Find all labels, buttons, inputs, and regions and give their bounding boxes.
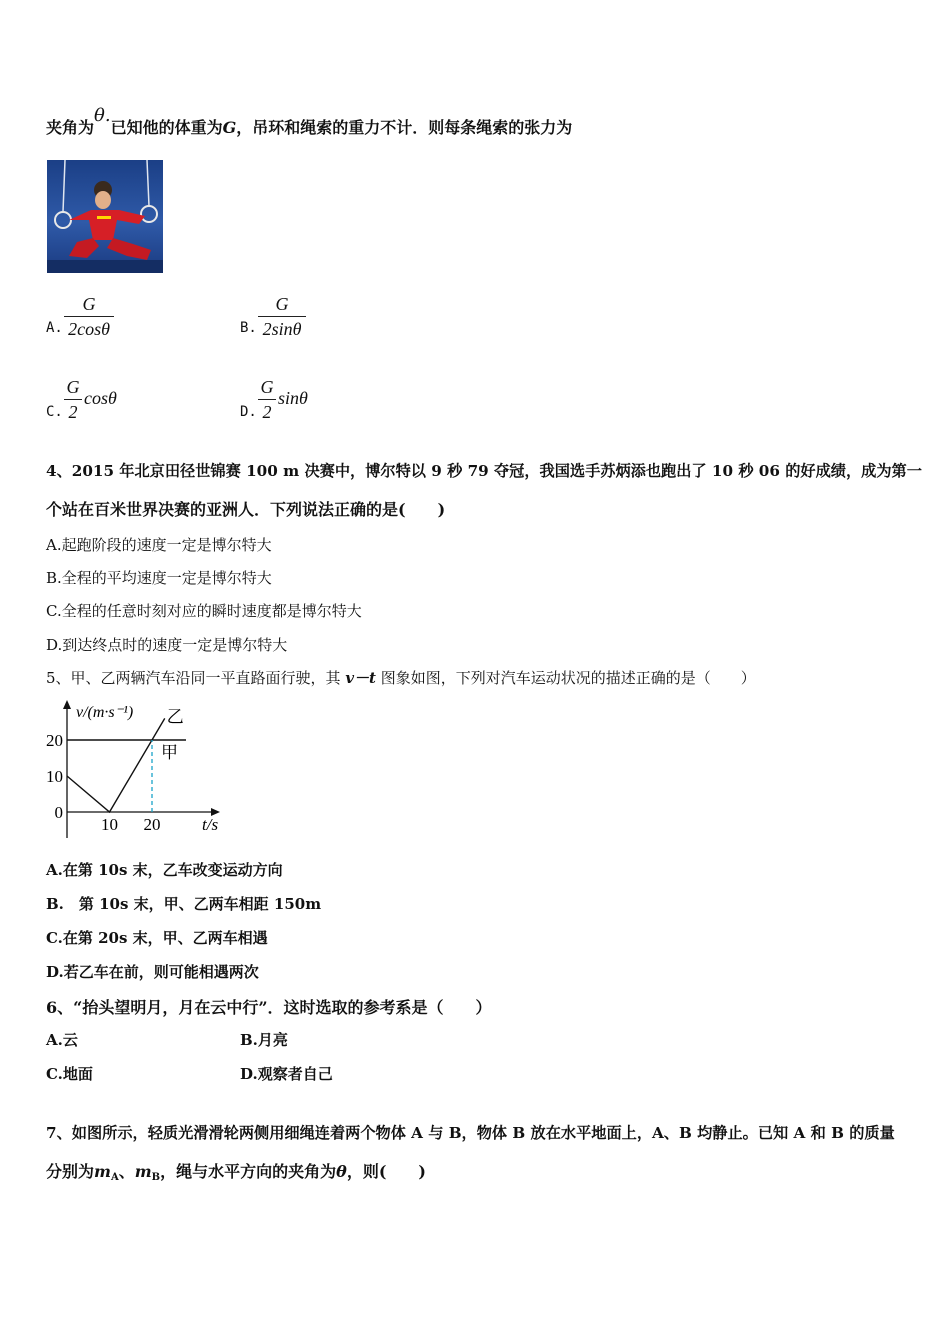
- q6-stem: 6、“抬头望明月，月在云中行”．这时选取的参考系是（ ）: [46, 998, 492, 1017]
- q5-vt-variable: v－t: [345, 669, 376, 687]
- q4-option-b[interactable]: B.全程的平均速度一定是博尔特大: [46, 569, 272, 587]
- q7-separator: 、: [118, 1162, 135, 1181]
- gymnast-rings-photo: [47, 160, 163, 273]
- series-label-jia: 甲: [161, 743, 178, 762]
- mass-b-symbol: m: [134, 1162, 152, 1181]
- fraction-bar: [258, 399, 276, 400]
- q7-line2-suffix: ，绳与水平方向的夹角为: [160, 1162, 337, 1181]
- q4-stem-line-2: 个站在百米世界决赛的亚洲人．下列说法正确的是( ): [46, 500, 446, 519]
- q4-option-d[interactable]: D.到达终点时的速度一定是博尔特大: [46, 636, 288, 654]
- q6-option-c[interactable]: C.地面: [46, 1065, 93, 1083]
- q3-a-numerator: G: [82, 294, 96, 314]
- fraction-bar: [64, 316, 114, 317]
- q3-intro-rest: ，吊环和绳索的重力不计．则每条绳索的张力为: [236, 118, 573, 137]
- q3-option-c-fraction: [64, 377, 82, 422]
- x-axis-label: t/s: [202, 815, 219, 834]
- q5-stem-prefix: 5、甲、乙两辆汽车沿同一平直路面行驶，其: [46, 669, 341, 687]
- theta-symbol: θ: [336, 1162, 347, 1181]
- q7-line2-end: ，则( ): [346, 1162, 426, 1181]
- q3-d-trig: sinθ: [278, 388, 308, 408]
- series-label-yi: 乙: [166, 707, 184, 727]
- q3-c-trig: cosθ: [84, 388, 117, 408]
- q3-b-denominator: 2sinθ: [262, 319, 302, 339]
- q5-stem: [46, 667, 756, 688]
- q7-stem-line-1: 7、如图所示，轻质光滑滑轮两侧用细绳连着两个物体 A 与 B，物体 B 放在水平地面上，A、B 均静止。已知 A 和 B 的质量: [46, 1124, 895, 1142]
- y-tick-label: 0: [54, 803, 63, 822]
- y-axis-arrow: [63, 700, 71, 709]
- x-tick-label: 10: [101, 815, 118, 834]
- q3-intro-text: 已知他的体重为: [110, 118, 223, 137]
- q3-option-b-label[interactable]: B.: [240, 320, 257, 336]
- q6-option-a[interactable]: A.云: [46, 1031, 78, 1049]
- fraction-bar: [258, 316, 306, 317]
- series-line-2: [67, 718, 165, 812]
- mass-a-symbol: m: [94, 1162, 111, 1181]
- q6-option-d[interactable]: D.观察者自己: [240, 1065, 333, 1083]
- q3-option-d-label[interactable]: D.: [240, 404, 257, 420]
- theta-symbol: θ.: [94, 105, 111, 126]
- mass-a-subscript: A: [110, 1172, 119, 1183]
- q7-line2-prefix: 分别为: [46, 1162, 95, 1181]
- gymnast-illustration: [47, 160, 163, 273]
- q3-option-c-label[interactable]: C.: [46, 404, 63, 420]
- q3-a-denominator: 2cosθ: [68, 319, 110, 339]
- q3-option-d-fraction: [258, 377, 276, 422]
- g-variable: G: [222, 118, 237, 137]
- q4-stem-line-1: 4、2015 年北京田径世锦赛 100 m 决赛中，博尔特以 9 秒 79 夺冠，我国选手苏炳添也跑出了 10 秒 06 的好成绩，成为第一: [46, 462, 922, 480]
- q3-option-a-fraction: [64, 294, 114, 339]
- q3-b-numerator: G: [275, 294, 289, 314]
- y-tick-label: 10: [46, 767, 63, 786]
- y-axis-label: v/(m·s⁻¹): [76, 704, 134, 721]
- q3-d-denominator: 2: [262, 402, 272, 422]
- y-tick-label: 20: [46, 731, 63, 750]
- q3-option-a-label[interactable]: A.: [46, 320, 63, 336]
- q7-stem-line-2: [46, 1159, 426, 1183]
- vt-graph: [40, 700, 230, 840]
- q5-stem-suffix: 图象如图，下列对汽车运动状况的描述正确的是（ ）: [380, 669, 756, 687]
- q4-option-c[interactable]: C.全程的任意时刻对应的瞬时速度都是博尔特大: [46, 602, 362, 620]
- mass-b-subscript: B: [151, 1172, 161, 1183]
- q5-option-d[interactable]: D.若乙车在前，则可能相遇两次: [46, 963, 259, 981]
- q4-option-a[interactable]: A.起跑阶段的速度一定是博尔特大: [46, 536, 272, 554]
- q3-c-numerator: G: [66, 377, 80, 397]
- q5-option-a[interactable]: A.在第 10s 末，乙车改变运动方向: [46, 861, 283, 879]
- q3-d-numerator: G: [260, 377, 274, 397]
- q3-intro: [46, 105, 573, 138]
- x-tick-label: 20: [143, 815, 161, 834]
- q5-option-b[interactable]: B. 第 10s 末，甲、乙两车相距 150m: [46, 895, 322, 913]
- fraction-bar: [64, 399, 82, 400]
- q6-option-b[interactable]: B.月亮: [240, 1031, 288, 1049]
- q5-option-c[interactable]: C.在第 20s 末，甲、乙两车相遇: [46, 929, 268, 947]
- q3-intro-prefix: 夹角为: [46, 118, 95, 137]
- q3-c-denominator: 2: [68, 402, 78, 422]
- q3-option-b-fraction: [258, 294, 306, 339]
